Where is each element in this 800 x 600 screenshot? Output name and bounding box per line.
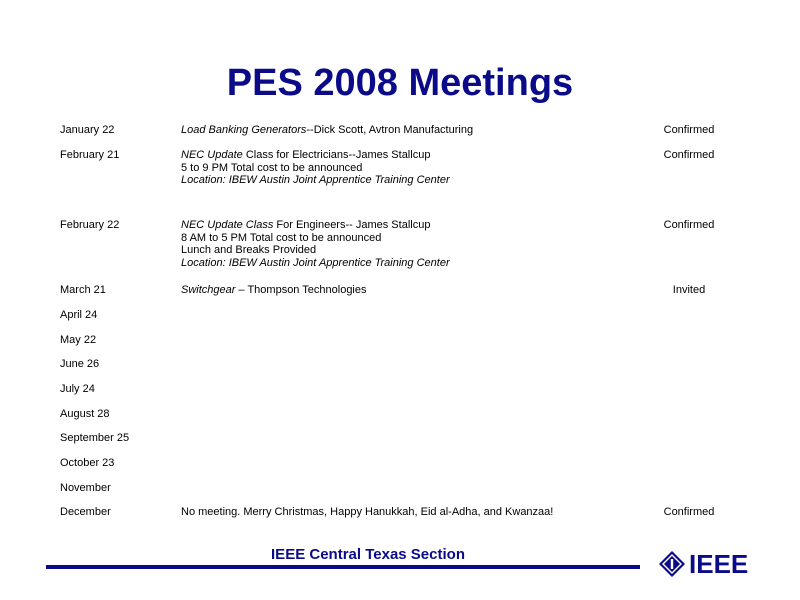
meeting-date: September 25 xyxy=(60,432,130,444)
topic-text: Class for Electricians--James Stallcup xyxy=(242,149,431,161)
meeting-description xyxy=(181,219,631,269)
topic-text: No meeting. Merry Christmas, Happy Hanukkah, Eid al-Adha, and Kwanzaa! xyxy=(181,506,554,518)
topic-italic: NEC Update Class xyxy=(181,219,274,231)
topic-text: 5 to 9 PM Total cost to be announced xyxy=(181,161,363,174)
meeting-date: August 28 xyxy=(60,408,110,420)
description-line xyxy=(181,174,631,187)
meeting-date: January 22 xyxy=(60,124,115,136)
meeting-date: October 23 xyxy=(60,457,115,469)
meeting-date: December xyxy=(60,506,111,518)
description-line xyxy=(181,232,631,245)
ieee-diamond-icon xyxy=(659,551,685,577)
topic-text: Lunch and Breaks Provided xyxy=(181,244,317,256)
description-line xyxy=(181,257,631,270)
topic-italic: Load Banking Generators xyxy=(181,124,307,136)
description-line xyxy=(181,162,631,175)
meeting-date: July 24 xyxy=(60,383,95,395)
topic-text: For Engineers-- James Stallcup xyxy=(273,219,431,231)
topic-text: – Thompson Technologies xyxy=(235,284,367,296)
description-line xyxy=(181,284,631,297)
meeting-status: Confirmed xyxy=(663,506,715,518)
meeting-date: February 22 xyxy=(60,219,120,231)
topic-italic: Location: IBEW Austin Joint Apprentice Training Center xyxy=(181,256,450,269)
meeting-status: Confirmed xyxy=(663,124,715,136)
meeting-description xyxy=(181,124,631,137)
meeting-status: Confirmed xyxy=(663,149,715,161)
meeting-status: Confirmed xyxy=(663,219,715,231)
topic-text: --Dick Scott, Avtron Manufacturing xyxy=(306,124,474,136)
meeting-status: Invited xyxy=(672,284,706,296)
topic-italic: NEC Update xyxy=(181,149,243,161)
meeting-date: February 21 xyxy=(60,149,120,161)
footer-divider xyxy=(46,565,640,569)
description-line xyxy=(181,244,631,257)
meeting-date: April 24 xyxy=(60,309,98,321)
meeting-date: May 22 xyxy=(60,334,97,346)
topic-italic: Location: IBEW Austin Joint Apprentice Training Center xyxy=(181,174,450,186)
meeting-description xyxy=(181,149,631,187)
meeting-description xyxy=(181,506,631,519)
meeting-date: November xyxy=(60,482,111,494)
logo-wordmark: IEEE xyxy=(689,549,749,579)
description-line xyxy=(181,219,631,232)
meeting-description xyxy=(181,284,631,297)
meeting-date: March 21 xyxy=(60,284,106,296)
description-line xyxy=(181,124,631,137)
meeting-date: June 26 xyxy=(60,358,100,370)
description-line xyxy=(181,149,631,162)
footer-section-name: IEEE Central Texas Section xyxy=(271,546,465,563)
topic-italic: Switchgear xyxy=(181,284,236,296)
topic-text: 8 AM to 5 PM Total cost to be announced xyxy=(181,231,382,244)
description-line xyxy=(181,506,631,519)
page-title: PES 2008 Meetings xyxy=(226,62,574,104)
ieee-logo xyxy=(657,548,753,580)
